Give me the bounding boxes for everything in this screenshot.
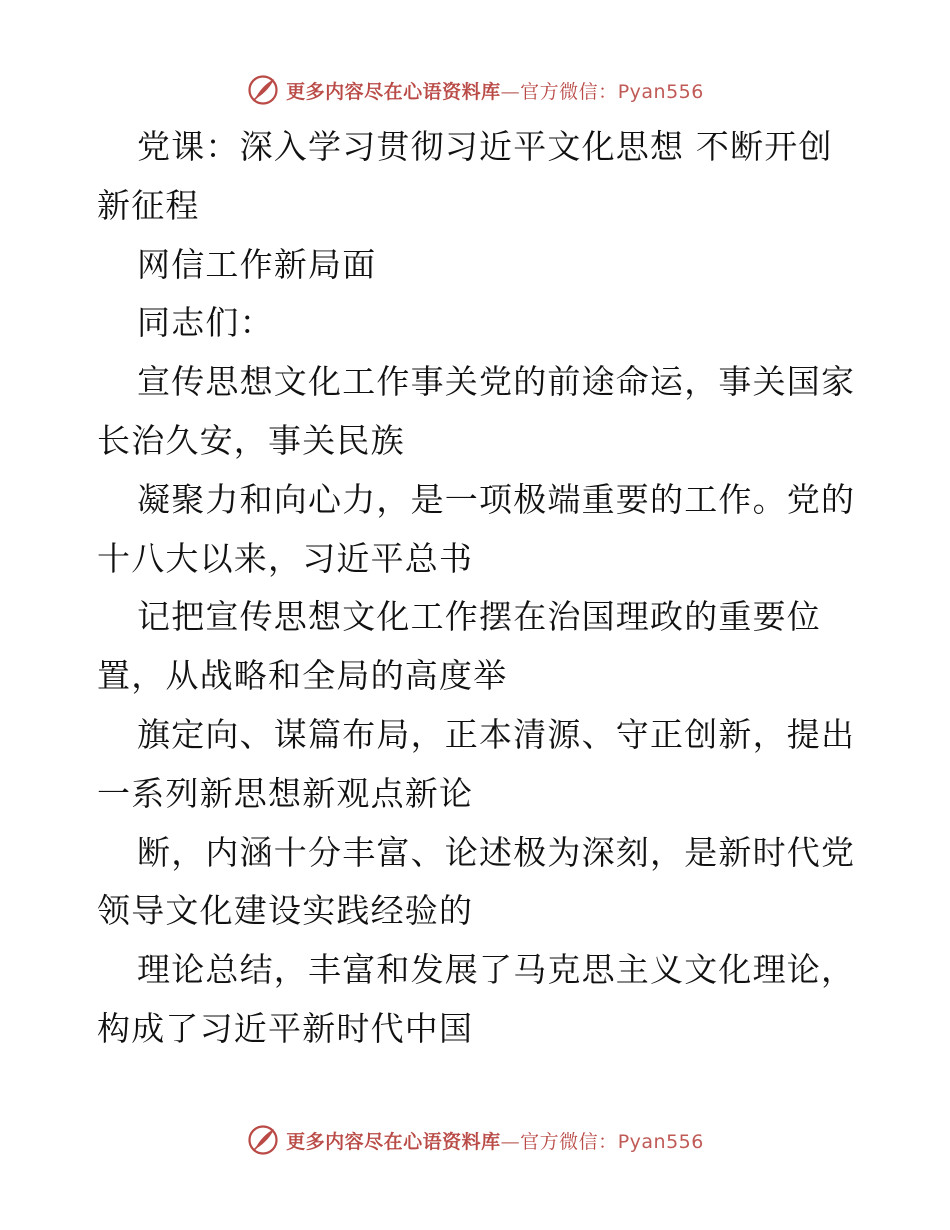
document-line: 理论总结，丰富和发展了马克思主义文化理论， (137, 950, 856, 990)
watermark-wechat-label: 官方微信： (520, 80, 618, 103)
document-line: 构成了习近平新时代中国 (97, 1008, 474, 1048)
document-line: 一系列新思想新观点新论 (97, 773, 474, 813)
quill-logo-icon (246, 73, 280, 107)
document-line: 新征程 (97, 185, 200, 225)
watermark-main: 更多内容尽在心语资料库 (286, 1130, 501, 1153)
quill-logo-icon (246, 1123, 280, 1157)
watermark-separator: — (500, 1130, 521, 1153)
document-line: 凝聚力和向心力，是一项极端重要的工作。党的 (137, 479, 856, 519)
watermark-wechat-id: Pyan556 (617, 80, 704, 103)
document-line: 同志们： (137, 303, 274, 343)
document-line: 旗定向、谋篇布局，正本清源、守正创新，提出 (137, 714, 856, 754)
document-line: 置，从战略和全局的高度举 (97, 656, 508, 696)
document-line: 记把宣传思想文化工作摆在治国理政的重要位 (137, 597, 821, 637)
document-line: 断，内涵十分丰富、论述极为深刻，是新时代党 (137, 832, 856, 872)
watermark-main: 更多内容尽在心语资料库 (286, 80, 501, 103)
document-line: 党课：深入学习贯彻习近平文化思想 不断开创 (137, 127, 833, 166)
document-line: 长治久安，事关民族 (97, 420, 405, 460)
watermark-wechat-label: 官方微信： (520, 1130, 618, 1153)
document-body (97, 118, 857, 1059)
watermark-separator: — (500, 80, 521, 103)
document-line: 十八大以来，习近平总书 (97, 538, 474, 578)
watermark-banner-top (0, 70, 950, 110)
document-line: 网信工作新局面 (137, 244, 377, 284)
watermark-wechat-id: Pyan556 (617, 1130, 704, 1153)
document-line: 宣传思想文化工作事关党的前途命运，事关国家 (137, 362, 856, 402)
watermark-banner-bottom (0, 1120, 950, 1160)
watermark-text (286, 77, 704, 104)
watermark-text (286, 1127, 704, 1154)
document-line: 领导文化建设实践经验的 (97, 891, 474, 931)
